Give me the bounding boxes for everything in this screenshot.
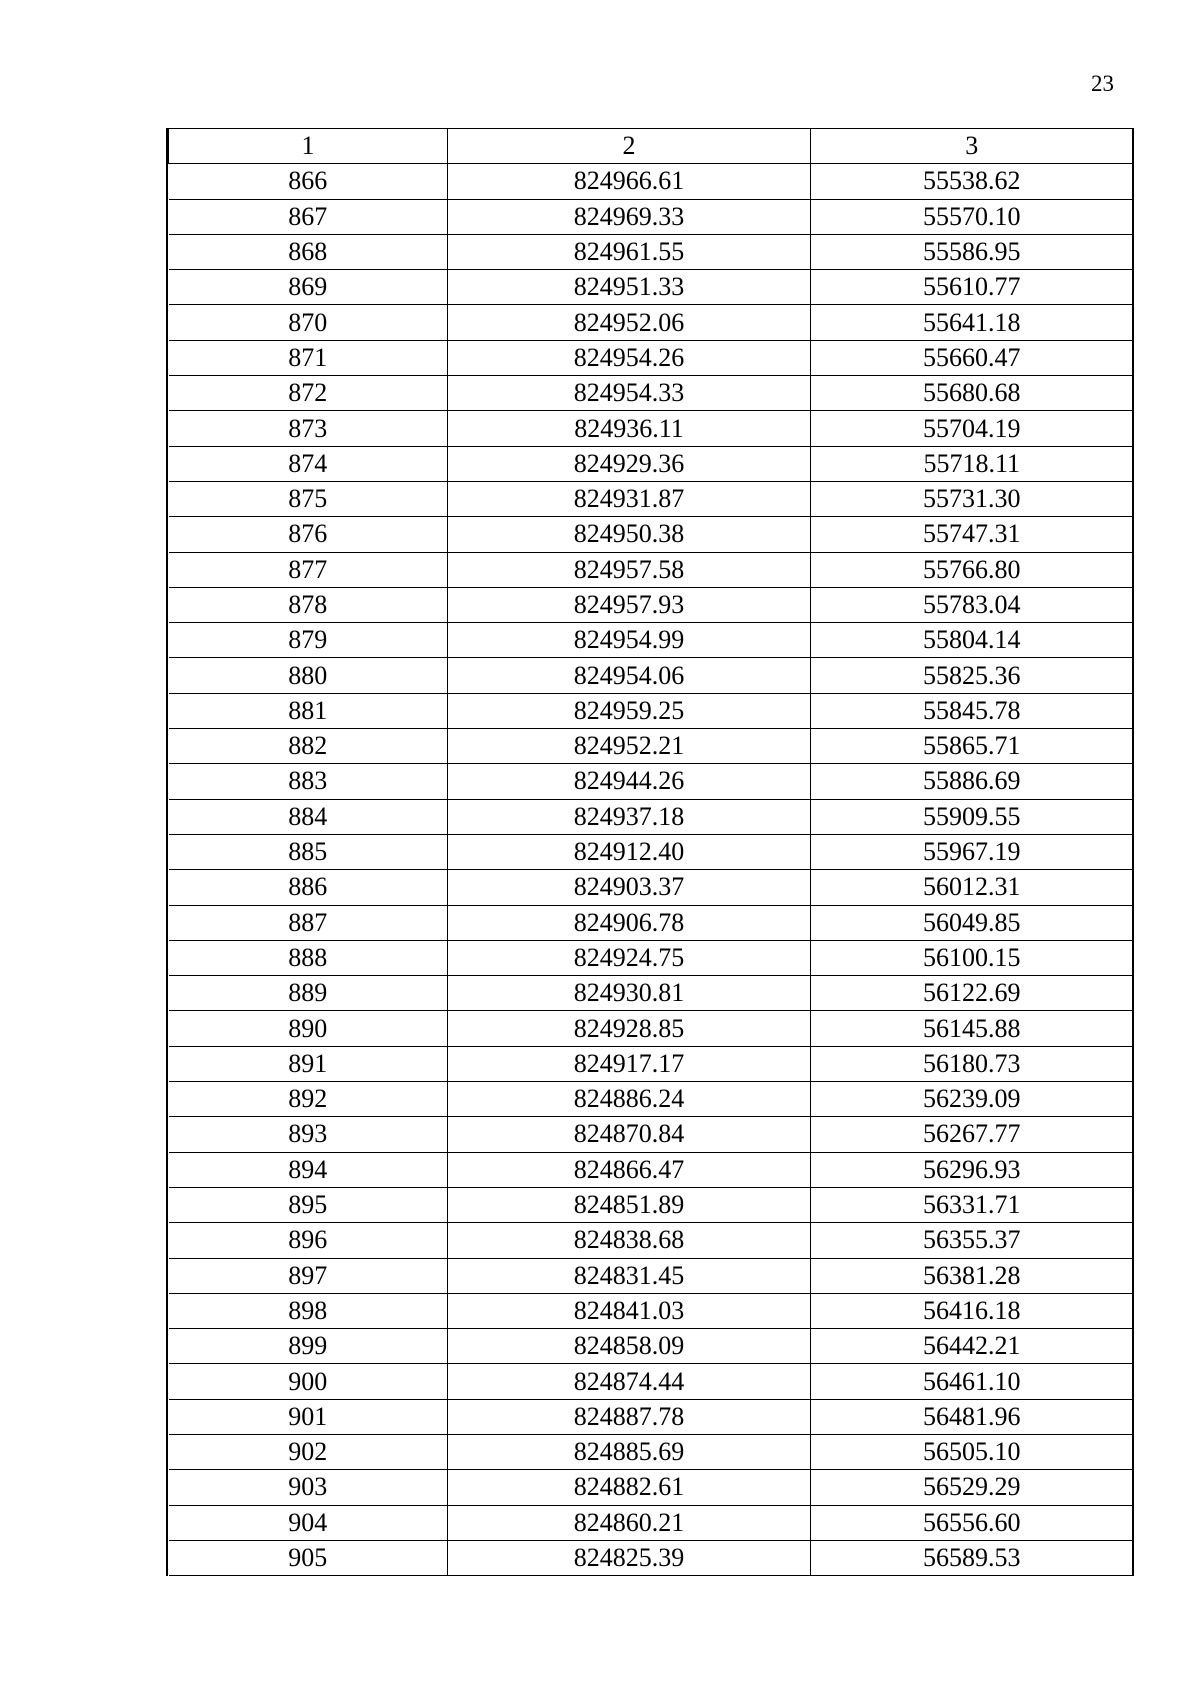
table-row <box>169 940 1133 975</box>
table-cell-col-2: 824952.06 <box>448 305 811 340</box>
table-cell-col-2: 824886.24 <box>448 1082 811 1117</box>
table-cell-col-1: 874 <box>169 446 448 481</box>
table-cell-col-3: 55766.80 <box>811 552 1133 587</box>
table-cell-col-2: 824944.26 <box>448 764 811 799</box>
table-cell-col-1: 886 <box>169 870 448 905</box>
table-cell-col-2: 824825.39 <box>448 1540 811 1575</box>
table-cell-col-2: 824952.21 <box>448 729 811 764</box>
table-cell-col-3: 56355.37 <box>811 1223 1133 1258</box>
table-cell-col-3: 56529.29 <box>811 1470 1133 1505</box>
table-row <box>169 517 1133 552</box>
table-cell-col-3: 55610.77 <box>811 270 1133 305</box>
table-cell-col-3: 55731.30 <box>811 481 1133 516</box>
table-cell-col-2: 824954.99 <box>448 623 811 658</box>
table-cell-col-3: 55641.18 <box>811 305 1133 340</box>
table-cell-col-2: 824951.33 <box>448 270 811 305</box>
column-header-3: 3 <box>811 129 1133 164</box>
table-row <box>169 693 1133 728</box>
table-cell-col-1: 887 <box>169 905 448 940</box>
table-cell-col-3: 56589.53 <box>811 1540 1133 1575</box>
table-row <box>169 234 1133 269</box>
table-cell-col-2: 824930.81 <box>448 976 811 1011</box>
table-cell-col-3: 56461.10 <box>811 1364 1133 1399</box>
table-cell-col-3: 56416.18 <box>811 1293 1133 1328</box>
table-cell-col-3: 55783.04 <box>811 587 1133 622</box>
table-row <box>169 764 1133 799</box>
table-row <box>169 1329 1133 1364</box>
table-row <box>169 623 1133 658</box>
table-cell-col-3: 56145.88 <box>811 1011 1133 1046</box>
table-row <box>169 164 1133 199</box>
table-cell-col-3: 56012.31 <box>811 870 1133 905</box>
page-number: 23 <box>1091 71 1114 96</box>
table-cell-col-3: 56556.60 <box>811 1505 1133 1540</box>
table-cell-col-3: 55586.95 <box>811 234 1133 269</box>
table-cell-col-2: 824961.55 <box>448 234 811 269</box>
table-cell-col-3: 56180.73 <box>811 1046 1133 1081</box>
table-cell-col-1: 875 <box>169 481 448 516</box>
table-cell-col-2: 824858.09 <box>448 1329 811 1364</box>
table-cell-col-3: 55570.10 <box>811 199 1133 234</box>
table-cell-col-1: 870 <box>169 305 448 340</box>
table-cell-col-3: 56122.69 <box>811 976 1133 1011</box>
table-row <box>169 305 1133 340</box>
table-cell-col-2: 824885.69 <box>448 1434 811 1469</box>
table-cell-col-3: 56100.15 <box>811 940 1133 975</box>
table-row <box>169 552 1133 587</box>
table-cell-col-2: 824831.45 <box>448 1258 811 1293</box>
table-row <box>169 446 1133 481</box>
table-cell-col-1: 869 <box>169 270 448 305</box>
table-row <box>169 1470 1133 1505</box>
table-cell-col-2: 824954.06 <box>448 658 811 693</box>
table-cell-col-1: 878 <box>169 587 448 622</box>
table-row <box>169 199 1133 234</box>
table-row <box>169 1540 1133 1575</box>
table-cell-col-2: 824931.87 <box>448 481 811 516</box>
table-cell-col-2: 824912.40 <box>448 834 811 869</box>
table-cell-col-2: 824936.11 <box>448 411 811 446</box>
table-cell-col-1: 891 <box>169 1046 448 1081</box>
table-cell-col-2: 824887.78 <box>448 1399 811 1434</box>
table-cell-col-3: 55704.19 <box>811 411 1133 446</box>
table-cell-col-1: 866 <box>169 164 448 199</box>
table-row <box>169 658 1133 693</box>
table-cell-col-2: 824870.84 <box>448 1117 811 1152</box>
table-row <box>169 1082 1133 1117</box>
table-cell-col-1: 885 <box>169 834 448 869</box>
table-cell-col-1: 905 <box>169 1540 448 1575</box>
table-cell-col-1: 889 <box>169 976 448 1011</box>
table-cell-col-2: 824929.36 <box>448 446 811 481</box>
table-cell-col-3: 56381.28 <box>811 1258 1133 1293</box>
table-row <box>169 1117 1133 1152</box>
table-row <box>169 976 1133 1011</box>
table-cell-col-2: 824924.75 <box>448 940 811 975</box>
table-cell-col-3: 55845.78 <box>811 693 1133 728</box>
table-cell-col-2: 824906.78 <box>448 905 811 940</box>
table-cell-col-1: 898 <box>169 1293 448 1328</box>
table-cell-col-2: 824954.26 <box>448 340 811 375</box>
table-cell-col-2: 824917.17 <box>448 1046 811 1081</box>
table-cell-col-1: 871 <box>169 340 448 375</box>
table-cell-col-2: 824838.68 <box>448 1223 811 1258</box>
table-cell-col-2: 824959.25 <box>448 693 811 728</box>
table-cell-col-2: 824950.38 <box>448 517 811 552</box>
coordinates-table <box>166 128 1134 1576</box>
table-row <box>169 729 1133 764</box>
table-cell-col-2: 824957.58 <box>448 552 811 587</box>
table-row <box>169 1046 1133 1081</box>
table-cell-col-1: 901 <box>169 1399 448 1434</box>
table-cell-col-2: 824966.61 <box>448 164 811 199</box>
table-row <box>169 905 1133 940</box>
table-cell-col-1: 893 <box>169 1117 448 1152</box>
table-body <box>169 164 1133 1576</box>
table-cell-col-3: 55680.68 <box>811 376 1133 411</box>
table-row <box>169 1011 1133 1046</box>
table-cell-col-3: 55804.14 <box>811 623 1133 658</box>
table-row <box>169 376 1133 411</box>
table-cell-col-1: 876 <box>169 517 448 552</box>
column-header-1: 1 <box>169 129 448 164</box>
table-cell-col-3: 55909.55 <box>811 799 1133 834</box>
table-cell-col-1: 899 <box>169 1329 448 1364</box>
table-row <box>169 1434 1133 1469</box>
table-row <box>169 870 1133 905</box>
table-cell-col-3: 56049.85 <box>811 905 1133 940</box>
table-cell-col-3: 56481.96 <box>811 1399 1133 1434</box>
table-cell-col-1: 877 <box>169 552 448 587</box>
table-cell-col-3: 56331.71 <box>811 1187 1133 1222</box>
table-cell-col-2: 824841.03 <box>448 1293 811 1328</box>
table-row <box>169 1223 1133 1258</box>
table-row <box>169 481 1133 516</box>
table-cell-col-3: 56239.09 <box>811 1082 1133 1117</box>
table-cell-col-1: 879 <box>169 623 448 658</box>
table-row <box>169 587 1133 622</box>
table-cell-col-1: 897 <box>169 1258 448 1293</box>
table-row <box>169 1187 1133 1222</box>
table-cell-col-1: 873 <box>169 411 448 446</box>
table-cell-col-1: 872 <box>169 376 448 411</box>
table-cell-col-3: 55747.31 <box>811 517 1133 552</box>
table-row <box>169 1364 1133 1399</box>
table-cell-col-1: 900 <box>169 1364 448 1399</box>
table-cell-col-2: 824957.93 <box>448 587 811 622</box>
table-cell-col-2: 824928.85 <box>448 1011 811 1046</box>
table-cell-col-1: 895 <box>169 1187 448 1222</box>
table-cell-col-1: 890 <box>169 1011 448 1046</box>
table-cell-col-2: 824860.21 <box>448 1505 811 1540</box>
table-header-row <box>169 129 1133 164</box>
table-cell-col-3: 56267.77 <box>811 1117 1133 1152</box>
table-cell-col-1: 867 <box>169 199 448 234</box>
table-cell-col-1: 904 <box>169 1505 448 1540</box>
table-row <box>169 1505 1133 1540</box>
coordinates-table-grid <box>168 128 1133 1576</box>
table-row <box>169 834 1133 869</box>
table-row <box>169 1152 1133 1187</box>
column-header-2: 2 <box>448 129 811 164</box>
table-row <box>169 799 1133 834</box>
table-cell-col-3: 55967.19 <box>811 834 1133 869</box>
table-cell-col-3: 55660.47 <box>811 340 1133 375</box>
table-cell-col-2: 824903.37 <box>448 870 811 905</box>
table-row <box>169 270 1133 305</box>
table-cell-col-1: 902 <box>169 1434 448 1469</box>
table-cell-col-2: 824882.61 <box>448 1470 811 1505</box>
table-cell-col-3: 55825.36 <box>811 658 1133 693</box>
table-cell-col-1: 896 <box>169 1223 448 1258</box>
table-cell-col-3: 55865.71 <box>811 729 1133 764</box>
table-cell-col-1: 894 <box>169 1152 448 1187</box>
table-cell-col-1: 881 <box>169 693 448 728</box>
table-row <box>169 1258 1133 1293</box>
table-cell-col-2: 824954.33 <box>448 376 811 411</box>
table-cell-col-1: 884 <box>169 799 448 834</box>
table-cell-col-1: 883 <box>169 764 448 799</box>
table-row <box>169 1293 1133 1328</box>
table-row <box>169 1399 1133 1434</box>
table-cell-col-3: 56442.21 <box>811 1329 1133 1364</box>
table-cell-col-3: 56296.93 <box>811 1152 1133 1187</box>
table-row <box>169 411 1133 446</box>
table-cell-col-1: 903 <box>169 1470 448 1505</box>
table-cell-col-3: 55718.11 <box>811 446 1133 481</box>
table-cell-col-1: 892 <box>169 1082 448 1117</box>
table-cell-col-1: 882 <box>169 729 448 764</box>
table-cell-col-2: 824866.47 <box>448 1152 811 1187</box>
table-cell-col-1: 868 <box>169 234 448 269</box>
table-cell-col-1: 880 <box>169 658 448 693</box>
table-cell-col-1: 888 <box>169 940 448 975</box>
table-cell-col-3: 55538.62 <box>811 164 1133 199</box>
table-cell-col-2: 824874.44 <box>448 1364 811 1399</box>
table-cell-col-3: 56505.10 <box>811 1434 1133 1469</box>
table-cell-col-3: 55886.69 <box>811 764 1133 799</box>
table-cell-col-2: 824969.33 <box>448 199 811 234</box>
table-cell-col-2: 824937.18 <box>448 799 811 834</box>
table-cell-col-2: 824851.89 <box>448 1187 811 1222</box>
table-row <box>169 340 1133 375</box>
